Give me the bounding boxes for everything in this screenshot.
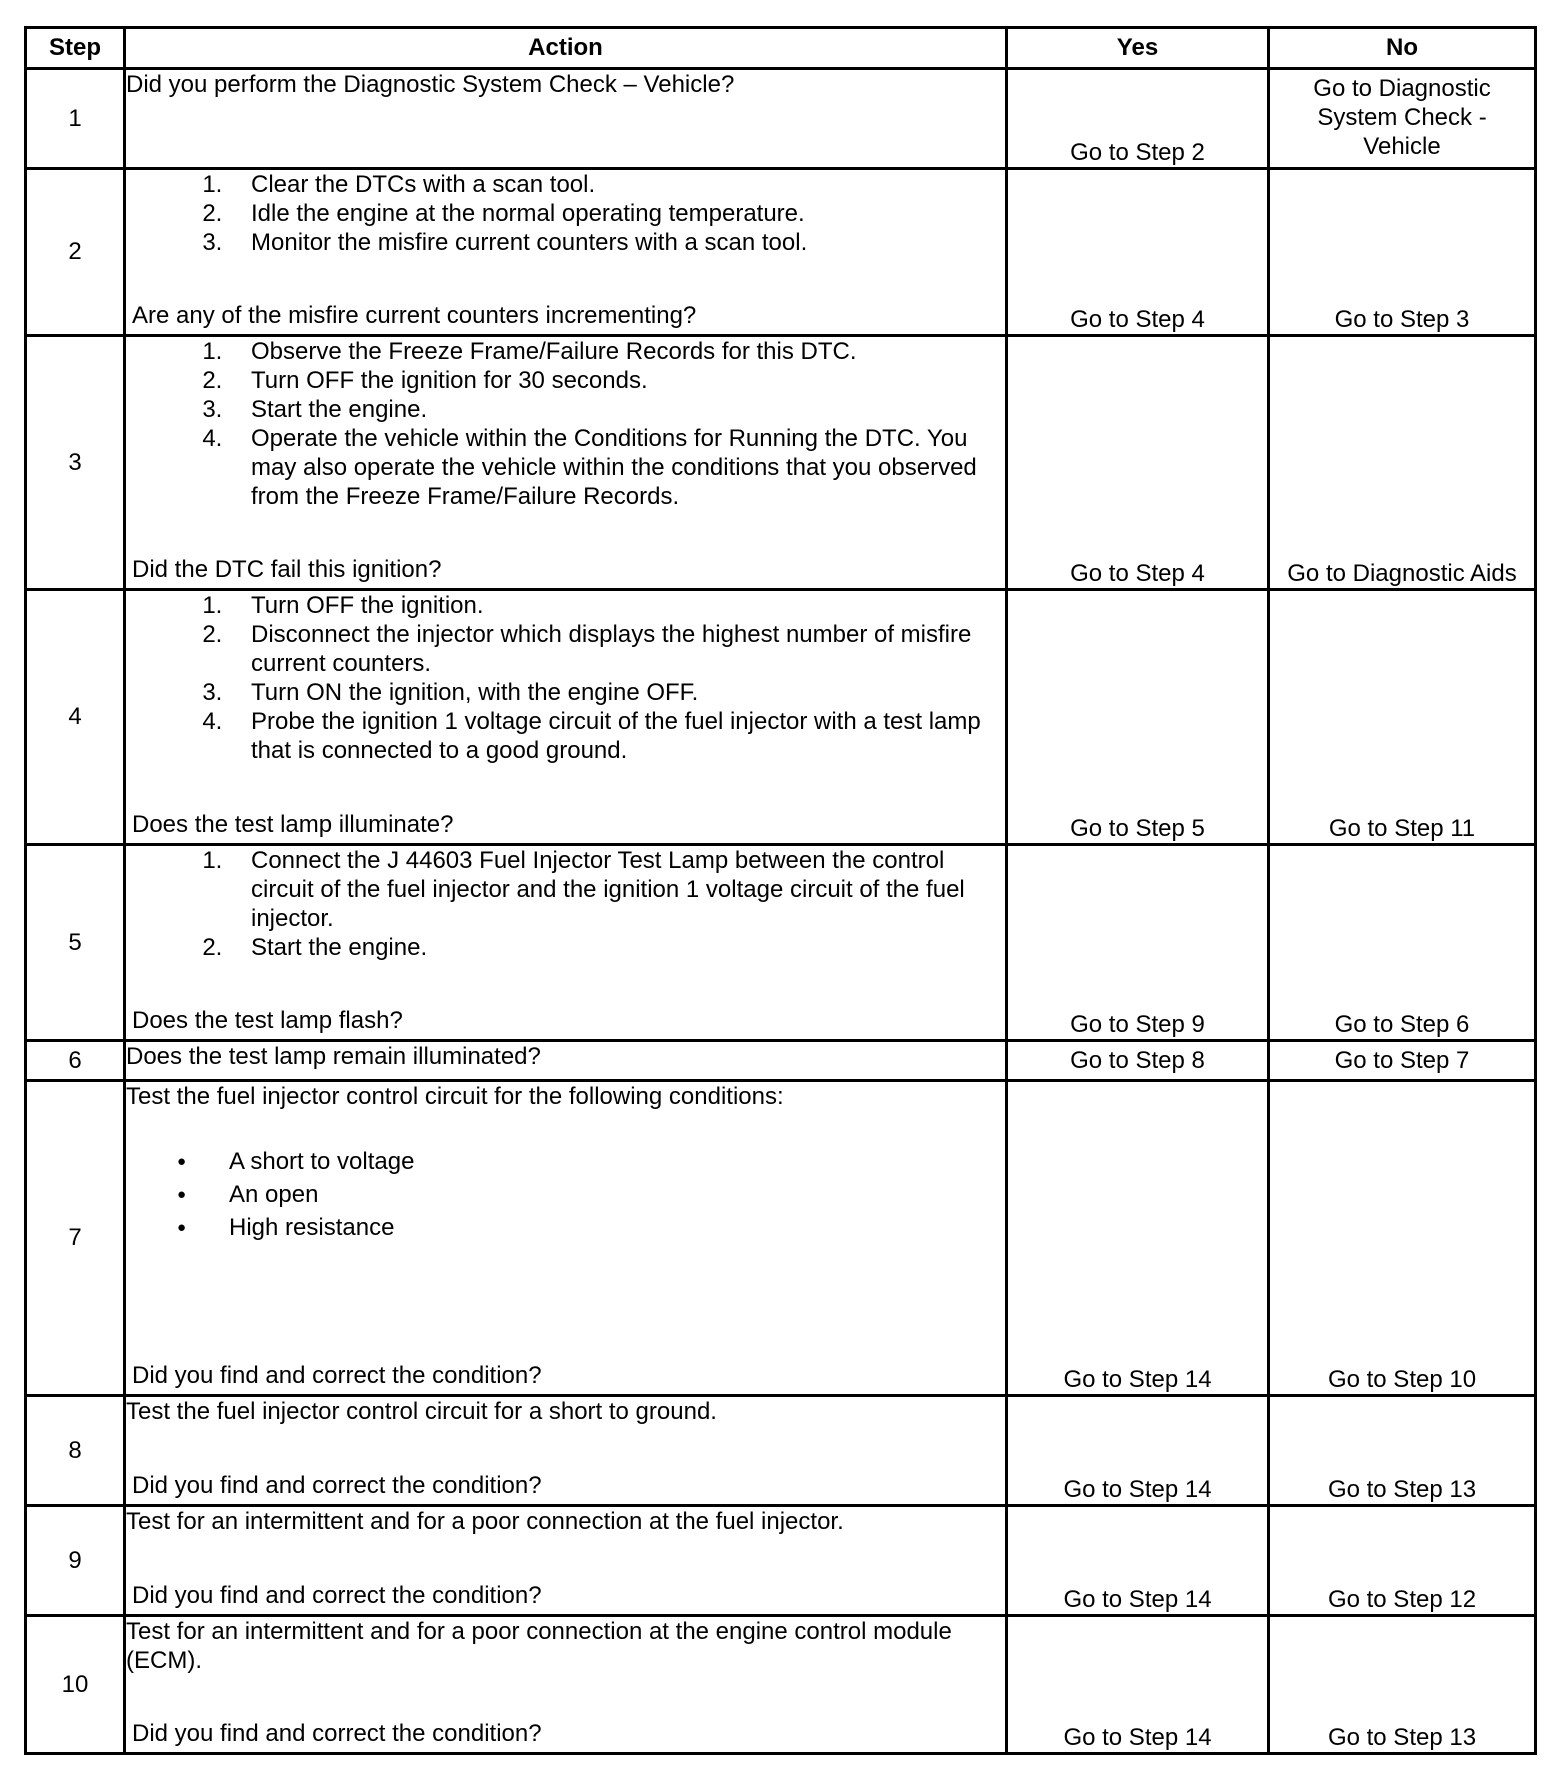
action-cell bbox=[125, 1396, 1007, 1506]
step-number: 4 bbox=[26, 590, 125, 845]
yes-result: Go to Step 4 bbox=[1007, 336, 1269, 590]
action-step-item: 2. Turn OFF the ignition for 30 seconds. bbox=[229, 366, 1005, 395]
header-row bbox=[26, 28, 1536, 69]
condition-list bbox=[126, 1145, 1005, 1244]
step-number: 5 bbox=[26, 845, 125, 1041]
no-result: Go to Step 12 bbox=[1269, 1506, 1536, 1616]
header-step: Step bbox=[26, 28, 125, 69]
action-step-item: 4. Probe the ignition 1 voltage circuit of the fuel injector with a test lamp that is connected to a good ground. bbox=[229, 707, 1005, 765]
yes-result: Go to Step 14 bbox=[1007, 1081, 1269, 1396]
table-row bbox=[26, 590, 1536, 845]
action-cell bbox=[125, 1506, 1007, 1616]
table-row bbox=[26, 1396, 1536, 1506]
no-result: Go to Step 6 bbox=[1269, 845, 1536, 1041]
bullet-icon: ● bbox=[177, 1153, 187, 1170]
step-number: 1 bbox=[26, 69, 125, 169]
action-question: Did you find and correct the condition? bbox=[132, 1582, 542, 1609]
action-question: Did you find and correct the condition? bbox=[132, 1472, 542, 1499]
condition-text: A short to voltage bbox=[229, 1148, 415, 1175]
action-step-item: 1. Connect the J 44603 Fuel Injector Test Lamp between the control circuit of the fuel injector and the ignition 1 voltage circuit of the fuel injector. bbox=[229, 846, 1005, 933]
action-intro: Test the fuel injector control circuit for a short to ground. bbox=[126, 1398, 717, 1425]
action-step-item: 2. Idle the engine at the normal operating temperature. bbox=[229, 199, 1005, 228]
header-yes: Yes bbox=[1007, 28, 1269, 69]
action-question: Did you perform the Diagnostic System Check – Vehicle? bbox=[126, 71, 735, 98]
step-number: 10 bbox=[26, 1616, 125, 1754]
no-result: Go to Diagnostic System Check - Vehicle bbox=[1269, 69, 1536, 169]
step-number: 3 bbox=[26, 336, 125, 590]
step-number: 8 bbox=[26, 1396, 125, 1506]
table-row bbox=[26, 1506, 1536, 1616]
action-cell bbox=[125, 590, 1007, 845]
condition-text: An open bbox=[229, 1181, 319, 1208]
action-intro: Test for an intermittent and for a poor connection at the engine control module (ECM). bbox=[126, 1618, 952, 1674]
action-cell bbox=[125, 845, 1007, 1041]
no-result: Go to Step 10 bbox=[1269, 1081, 1536, 1396]
action-steps bbox=[126, 337, 1005, 511]
action-step-item: 1. Clear the DTCs with a scan tool. bbox=[229, 170, 1005, 199]
step-number: 7 bbox=[26, 1081, 125, 1396]
action-question: Does the test lamp flash? bbox=[132, 1007, 403, 1034]
yes-result: Go to Step 8 bbox=[1007, 1041, 1269, 1081]
no-result: Go to Step 7 bbox=[1269, 1041, 1536, 1081]
action-cell bbox=[125, 169, 1007, 336]
action-step-item: 3. Turn ON the ignition, with the engine OFF. bbox=[229, 678, 1005, 707]
step-number: 9 bbox=[26, 1506, 125, 1616]
action-question: Did you find and correct the condition? bbox=[132, 1720, 542, 1747]
yes-result: Go to Step 9 bbox=[1007, 845, 1269, 1041]
condition-item bbox=[177, 1211, 1005, 1244]
no-result: Go to Step 3 bbox=[1269, 169, 1536, 336]
condition-item bbox=[177, 1178, 1005, 1211]
action-cell bbox=[125, 336, 1007, 590]
action-cell bbox=[125, 1616, 1007, 1754]
step-number: 6 bbox=[26, 1041, 125, 1081]
action-intro: Test the fuel injector control circuit for the following conditions: bbox=[126, 1083, 784, 1110]
action-step-item: 3. Monitor the misfire current counters with a scan tool. bbox=[229, 228, 1005, 257]
no-result: Go to Diagnostic Aids bbox=[1269, 336, 1536, 590]
header-no: No bbox=[1269, 28, 1536, 69]
bullet-icon: ● bbox=[177, 1219, 187, 1236]
action-steps bbox=[126, 591, 1005, 765]
action-cell bbox=[125, 69, 1007, 169]
action-steps bbox=[126, 170, 1005, 257]
table-row bbox=[26, 1616, 1536, 1754]
yes-result: Go to Step 14 bbox=[1007, 1506, 1269, 1616]
yes-result: Go to Step 5 bbox=[1007, 590, 1269, 845]
action-step-item: 2. Start the engine. bbox=[229, 933, 1005, 962]
yes-result: Go to Step 2 bbox=[1007, 69, 1269, 169]
yes-result: Go to Step 14 bbox=[1007, 1616, 1269, 1754]
no-result: Go to Step 11 bbox=[1269, 590, 1536, 845]
action-intro: Test for an intermittent and for a poor connection at the fuel injector. bbox=[126, 1508, 844, 1535]
bullet-icon: ● bbox=[177, 1186, 187, 1203]
action-step-item: 2. Disconnect the injector which displays the highest number of misfire current counters. bbox=[229, 620, 1005, 678]
action-step-item: 4. Operate the vehicle within the Conditions for Running the DTC. You may also operate the vehicle within the conditions that you observed from the Freeze Frame/Failure Records. bbox=[229, 424, 1005, 511]
action-step-item: 1. Observe the Freeze Frame/Failure Records for this DTC. bbox=[229, 337, 1005, 366]
table-row bbox=[26, 845, 1536, 1041]
condition-text: High resistance bbox=[229, 1214, 395, 1241]
yes-result: Go to Step 4 bbox=[1007, 169, 1269, 336]
no-result: Go to Step 13 bbox=[1269, 1396, 1536, 1506]
table-row bbox=[26, 169, 1536, 336]
condition-item bbox=[177, 1145, 1005, 1178]
table-row bbox=[26, 69, 1536, 169]
action-steps bbox=[126, 846, 1005, 962]
table-body bbox=[26, 69, 1536, 1754]
no-result: Go to Step 13 bbox=[1269, 1616, 1536, 1754]
action-step-item: 1. Turn OFF the ignition. bbox=[229, 591, 1005, 620]
action-question: Does the test lamp remain illuminated? bbox=[126, 1043, 541, 1070]
action-question: Are any of the misfire current counters incrementing? bbox=[132, 302, 697, 329]
action-question: Does the test lamp illuminate? bbox=[132, 811, 454, 838]
yes-result: Go to Step 14 bbox=[1007, 1396, 1269, 1506]
table-row bbox=[26, 336, 1536, 590]
action-step-item: 3. Start the engine. bbox=[229, 395, 1005, 424]
step-number: 2 bbox=[26, 169, 125, 336]
action-cell bbox=[125, 1041, 1007, 1081]
action-question: Did the DTC fail this ignition? bbox=[132, 556, 442, 583]
table-row bbox=[26, 1081, 1536, 1396]
diagnostic-table bbox=[24, 26, 1537, 1755]
header-action: Action bbox=[125, 28, 1007, 69]
action-question: Did you find and correct the condition? bbox=[132, 1362, 542, 1389]
table-row bbox=[26, 1041, 1536, 1081]
action-cell bbox=[125, 1081, 1007, 1396]
